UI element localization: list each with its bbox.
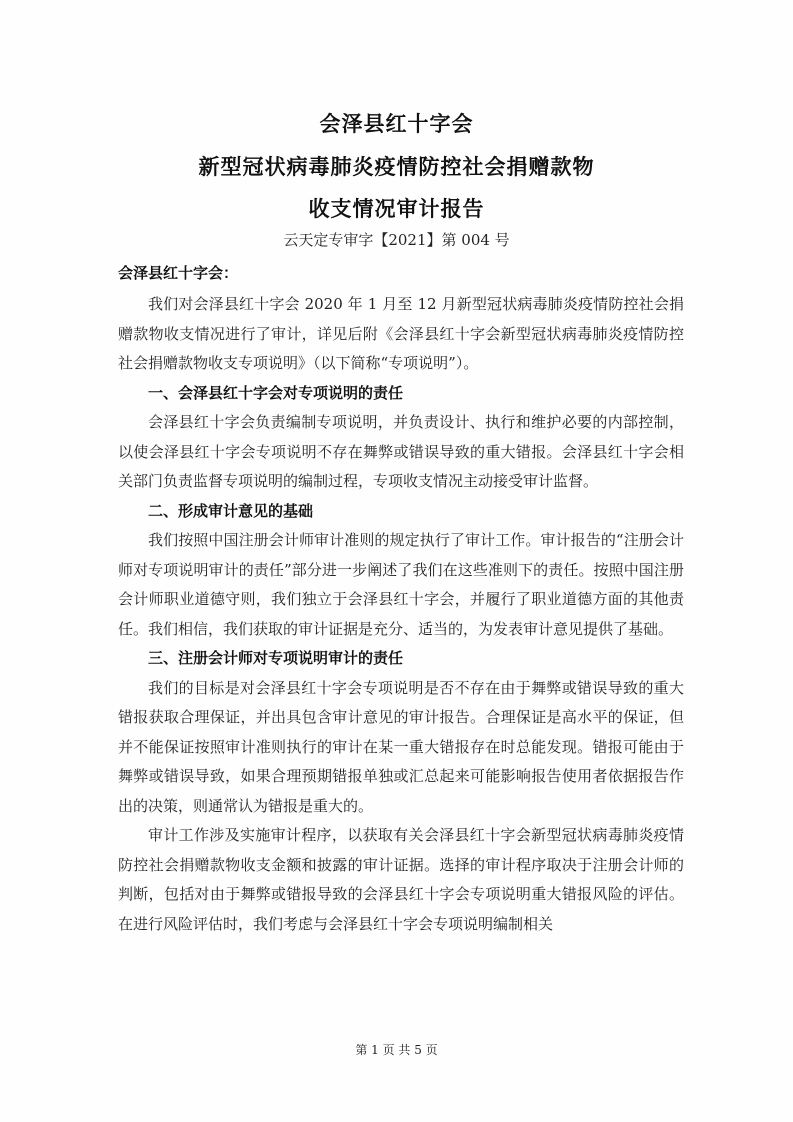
- section-2-paragraph: 我们按照中国注册会计师审计准则的规定执行了审计工作。审计报告的“注册会计师对专项说明审计的责任”部分进一步阐述了我们在这些准则下的责任。按照中国注册会计师职业道德守则，我们独立于会泽县红十字会，并履行了职业道德方面的其他责任。我们相信，我们获取的审计证据是充分、适当的，为发表审计意见提供了基础。: [118, 531, 684, 638]
- section-3-heading: 三、注册会计师对专项说明审计的责任: [148, 649, 404, 667]
- document-body: [118, 290, 684, 939]
- section-3-paragraph-2: 审计工作涉及实施审计程序，以获取有关会泽县红十字会新型冠状病毒肺炎疫情防控社会捐赠款物收支金额和披露的审计证据。选择的审计程序取决于注册会计师的判断，包括对由于舞弊或错报导致的会泽县红十字会专项说明重大错报风险的评估。在进行风险评估时，我们考虑与会泽县红十字会专项说明编制相关: [118, 826, 684, 933]
- document-title-line-3: 收支情况审计报告: [308, 197, 485, 221]
- document-title-line-1: 会泽县红十字会: [319, 112, 474, 136]
- section-2-heading: 二、形成审计意见的基础: [148, 501, 314, 520]
- page-number-footer: 第 1 页 共 5 页: [355, 1043, 438, 1057]
- section-3-paragraph-1: 我们的目标是对会泽县红十字会专项说明是否不存在由于舞弊或错误导致的重大错报获取合理保证，并出具包含审计意见的审计报告。合理保证是高水平的保证，但并不能保证按照审计准则执行的审计在某一重大错报存在时总能发现。错报可能由于舞弊或错误导致，如果合理预期错报单独或汇总起来可能影响报告使用者依据报告作出的决策，则通常认为错报是重大的。: [118, 678, 684, 815]
- salutation: 会泽县红十字会：: [118, 264, 239, 282]
- document-title-line-2: 新型冠状病毒肺炎疫情防控社会捐赠款物: [198, 155, 595, 179]
- document-reference-number: 云天定专审字【2021】第 004 号: [283, 231, 510, 249]
- section-1-heading: 一、会泽县红十字会对专项说明的责任: [148, 383, 404, 402]
- intro-paragraph: 我们对会泽县红十字会 2020 年 1 月至 12 月新型冠状病毒肺炎疫情防控社会捐赠款物收支情况进行了审计，详见后附《会泽县红十字会新型冠状病毒肺炎疫情防控社会捐赠款物收支专项说明》（以下简称“专项说明”）。: [118, 295, 684, 372]
- section-1-paragraph: 会泽县红十字会负责编制专项说明，并负责设计、执行和维护必要的内部控制，以使会泽县红十字会专项说明不存在舞弊或错误导致的重大错报。会泽县红十字会相关部门负责监督专项说明的编制过程，专项收支情况主动接受审计监督。: [118, 413, 684, 490]
